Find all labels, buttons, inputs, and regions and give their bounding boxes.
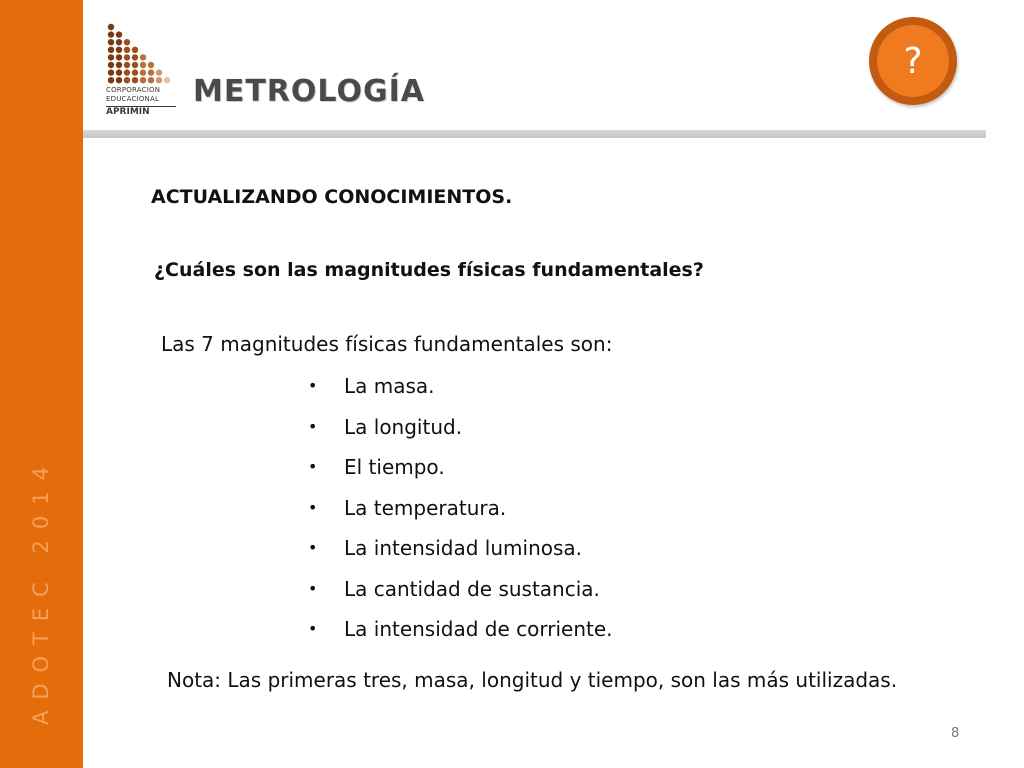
bullet-icon: • — [308, 619, 318, 638]
vertical-brand-text: ADOTEC 2014 — [29, 456, 53, 725]
logo-line-3: APRIMIN — [106, 106, 176, 117]
question-mark-icon: ? — [877, 25, 949, 97]
list-item-text: La intensidad de corriente. — [344, 617, 613, 641]
list-item — [308, 374, 613, 415]
list-item — [308, 415, 613, 456]
bullet-icon: • — [308, 457, 318, 476]
bullet-icon: • — [308, 376, 318, 395]
list-item — [308, 496, 613, 537]
bullet-icon: • — [308, 416, 318, 436]
list-item — [308, 617, 613, 658]
logo-text — [106, 86, 176, 117]
bullet-icon: • — [308, 538, 318, 557]
section-heading: ACTUALIZANDO CONOCIMIENTOS. — [151, 186, 513, 208]
list-item-text: El tiempo. — [344, 455, 445, 479]
list-item — [308, 577, 613, 618]
intro-text: Las 7 magnitudes físicas fundamentales son: — [161, 332, 613, 356]
page-title: METROLOGÍA — [193, 74, 425, 109]
bullet-icon: • — [308, 578, 318, 598]
magnitudes-list — [308, 374, 613, 658]
list-item — [308, 536, 613, 577]
help-button[interactable] — [869, 17, 957, 105]
question-text: ¿Cuáles son las magnitudes físicas fundamentales? — [154, 259, 704, 281]
list-item-text: La masa. — [344, 374, 435, 398]
list-item-text: La temperatura. — [344, 495, 507, 520]
header-divider — [83, 130, 986, 138]
list-item-text: La longitud. — [344, 414, 463, 439]
list-item-text: La intensidad luminosa. — [344, 536, 583, 560]
bullet-icon: • — [308, 497, 318, 517]
list-item-text: La cantidad de sustancia. — [344, 576, 600, 601]
list-item — [308, 455, 613, 496]
note-text: Nota: Las primeras tres, masa, longitud y tiempo, son las más utilizadas. — [167, 668, 898, 692]
logo-line-2: EDUCACIONAL — [106, 95, 160, 103]
page-number: 8 — [951, 726, 960, 741]
logo-line-1: CORPORACION — [106, 86, 161, 94]
